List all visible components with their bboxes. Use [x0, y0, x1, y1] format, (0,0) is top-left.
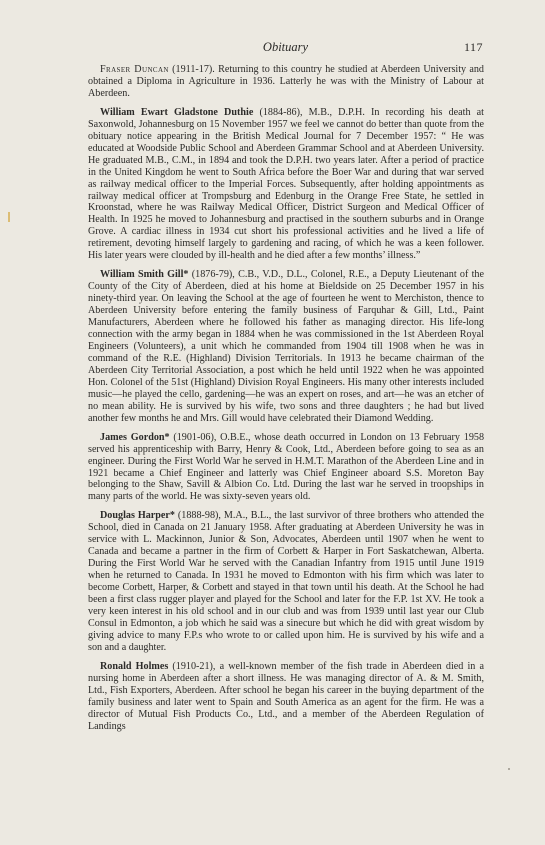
obituary-entry — [88, 107, 484, 262]
entry-text: (1901-06), O.B.E., whose death occurred in London on 13 February 1958 served his apprenticeship with Barry, Henry & Cook, Ltd., Aberdeen before going to sea as an engineer. During the First World War he served in H.M.T. Marathon of the Aberdeen Line and in 1921 became a Chief Engineer and latterly was Chief Engineer aboard S.S. Moreton Bay belonging to the Shaw, Savill & Albion Co. Ltd. During the last war he served in troopships in many parts of the world. He was sixty-seven years old. — [88, 431, 485, 503]
page-speck — [508, 768, 510, 770]
entry-text: (1888-98), M.A., B.L., the last survivor of three brothers who attended the School, died in Canada on 21 January 1958. After graduating at Aberdeen University he was in service with L. Mackinnon, Junior & Son, Advocates, Aberdeen until 1907 when he went to Canada and became a partner in the firm of Corbett & Harper in Fort Saskatchewan, Alberta. During the First World War he served with the Canadian Infantry from 1915 until June 1919 when he returned to Canada. In 1931 he moved to Edmonton with his firm which was later to become Corbett, Harper, & Corbett and stayed in that town until his death. At the School he had been a first class rugger player and played for the School and later for the F.P. 1st XV. He took a very keen interest in his old school and in our club and was from 1939 until last year our Club Consul in Edmonton, a job which he said was a sinecure but which he did with great wisdom by giving advice to many F.P.s who wrote to or called upon him. He is survived by his wife and a son and a daughter. — [88, 510, 484, 653]
entry-text: (1910-21), a well-known member of the fish trade in Aberdeen died in a nursing home in Aberdeen after a short illness. He was managing director of A. & M. Smith, Ltd., Fish Exporters, Aberdeen. After school he began his career in the buying department of the family business and later went to Spain and South America as an agent for the firm. He was a director of Mutual Fish Products Co., Ltd., and a member of the Aberdeen Regulation of Landings — [88, 660, 484, 732]
obituary-entry — [88, 661, 484, 733]
obituary-entry — [88, 64, 484, 100]
entry-name: William Smith Gill* — [100, 269, 189, 281]
obituary-entry — [88, 269, 484, 424]
obituary-text — [88, 64, 484, 733]
entry-name: Fraser Duncan — [100, 64, 169, 75]
running-title: Obituary — [262, 40, 309, 54]
entry-text: (1884-86), M.B., D.P.H. In recording his death at Saxonwold, Johannesburg on 15 November 1957 we feel we cannot do better than quote from the obituary notice appearing in the British Medical Journal for 7 December 1957: “ He was educated at Woodside Public School and Aberdeen Grammar School and at Aberdeen University. He graduated M.B., C.M., in 1894 and took the D.P.H. two years later. After a period of practice in the United Kingdom he went to South Africa before the Boer War and during that war served as railway medical officer to the Imperial Forces. Subsequently, after holding appointments as railway medical officer at Trompsburg and Edenburg in the Orange Free State, he settled in Kroonstad, where he was Railway Medical Officer, District Surgeon and Medical Officer of Health. In 1925 he moved to Johannesburg and practised in the southern suburbs and in Orange Grove. A cardiac illness in 1934 cut short his professional activities and he lived a life of retirement, devoting himself largely to gardening and racing, of which he was a keen follower. His later years were clouded by ill-health and he died after a few months’ illness.” — [88, 106, 484, 262]
entry-text: (1876-79), C.B., V.D., D.L., Colonel, R.E., a Deputy Lieutenant of the County of the City of Aberdeen, died at his home at Bieldside on 25 December 1957 in his ninety-third year. On leaving the School at the age of fourteen he went to Merchiston, thence to Aberdeen University before entering the family business of Farquhar & Gill, Ltd., Paint Manufacturers, Aberdeen where he followed his father as managing director. His life-long connection with the army began in 1884 when he was commissioned in the 1st Aberdeen Royal Engineers (Volunteers), a unit which he commanded from 1904 till 1908 when he was in command of the R.E. (Highland) Division Territorials. In 1913 he became chairman of the Aberdeen City Territorial Association, a post which he held until 1922 when he was appointed Hon. Colonel of the 51st (Highland) Division Royal Engineers. His many other interests included music—he played the cello, gardening—he was an expert on roses, and art—he was an etcher of no mean ability. He is survived by his wife, two sons and three daughters ; he had but lived another few months he and Mrs. Gill would have celebrated their Diamond Wedding. — [88, 269, 484, 424]
page-header — [88, 40, 483, 54]
entry-name: William Ewart Gladstone Duthie — [100, 106, 254, 118]
entry-name: Douglas Harper* — [100, 510, 175, 522]
obituary-entry — [88, 510, 484, 653]
entry-name: James Gordon* — [100, 431, 170, 443]
margin-mark — [8, 212, 10, 222]
entry-text: (1911-17). Returning to this country he studied at Aberdeen University and obtained a Diploma in Agriculture in 1936. Latterly he was with the Ministry of Labour at Aberdeen. — [88, 64, 484, 99]
entry-name: Ronald Holmes — [100, 660, 169, 672]
obituary-entry — [88, 432, 484, 504]
page-number: 117 — [463, 40, 483, 54]
